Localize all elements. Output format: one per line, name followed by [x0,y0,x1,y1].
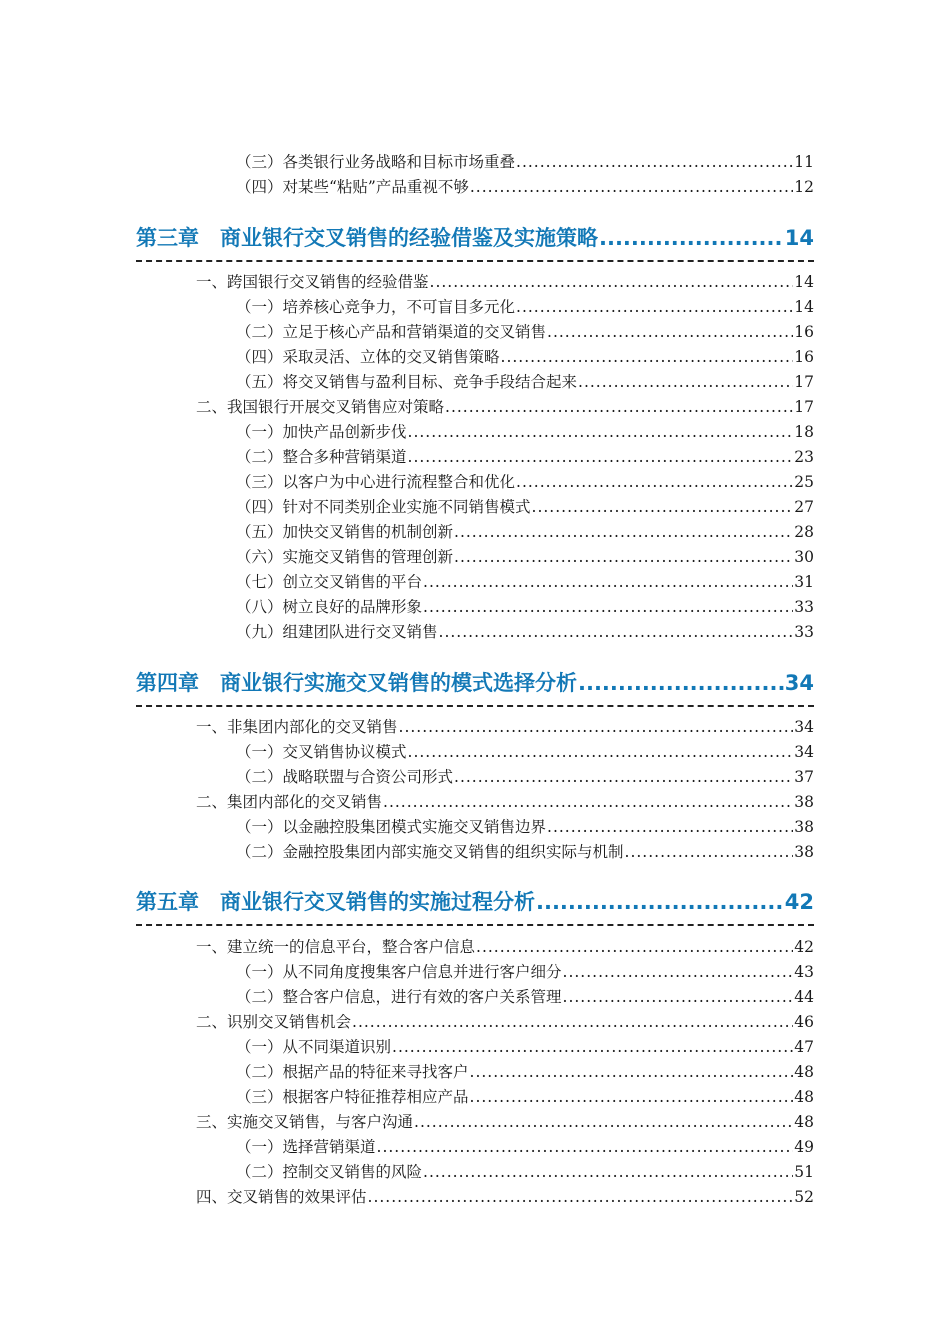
toc-entry[interactable]: （五）将交叉销售与盈利目标、竞争手段结合起来 ..... 17 [236,370,814,392]
toc-section[interactable]: 一、建立统一的信息平台，整合客户信息 ..... 42 [196,935,814,957]
toc-entry[interactable]: （三）根据客户特征推荐相应产品 ..... 48 [236,1085,814,1107]
toc-entry[interactable]: （二）控制交叉销售的风险 ..... 51 [236,1160,814,1182]
leader-dots [423,598,793,616]
toc-entry[interactable]: （二）战略联盟与合资公司形式 ..... 37 [236,765,814,787]
chapter-divider [136,705,814,707]
leader-dots [430,273,794,291]
toc-entry[interactable]: （二）根据产品的特征来寻找客户 ..... 48 [236,1060,814,1082]
leader-dots [501,348,794,366]
leader-dots [547,323,793,341]
toc-entry[interactable]: （四）针对不同类别企业实施不同销售模式 ..... 27 [236,495,814,517]
chapter-heading[interactable]: 第四章 商业银行实施交叉销售的模式选择分析 ..... 34 [136,667,814,697]
toc-section[interactable]: 四、交叉销售的效果评估 ..... 52 [196,1185,814,1207]
leader-dots [408,743,794,761]
leader-dots [516,153,793,171]
chapter-heading[interactable]: 第三章 商业银行交叉销售的经验借鉴及实施策略 ..... 14 [136,222,814,252]
leader-dots [599,226,784,250]
toc-section[interactable]: 一、跨国银行交叉销售的经验借鉴 ..... 14 [196,270,814,292]
leader-dots [454,768,793,786]
toc-entry[interactable]: （二）整合多种营销渠道 ..... 23 [236,445,814,467]
leader-dots [516,473,793,491]
leader-dots [414,1113,793,1131]
toc-entry[interactable]: （一）从不同角度搜集客户信息并进行客户细分 ..... 43 [236,960,814,982]
toc-entry[interactable]: （一）加快产品创新步伐 ..... 18 [236,420,814,442]
leader-dots [470,1063,794,1081]
chapter-heading[interactable]: 第五章 商业银行交叉销售的实施过程分析 ..... 42 [136,886,814,916]
toc-entry[interactable]: （三）以客户为中心进行流程整合和优化 ..... 25 [236,470,814,492]
leader-dots [470,1088,794,1106]
toc-entry[interactable]: （五）加快交叉销售的机制创新 ..... 28 [236,520,814,542]
leader-dots [454,523,793,541]
toc-entry[interactable]: （一）培养核心竞争力，不可盲目多元化 ..... 14 [236,295,814,317]
toc-entry[interactable]: （九）组建团队进行交叉销售 ..... 33 [236,620,814,642]
leader-dots [445,398,793,416]
toc-entry[interactable]: （一）交叉销售协议模式 ..... 34 [236,740,814,762]
leader-dots [377,1138,794,1156]
toc-entry[interactable]: （二）整合客户信息，进行有效的客户关系管理 ..... 44 [236,985,814,1007]
leader-dots [536,890,784,914]
leader-dots [454,548,793,566]
leader-dots [516,298,793,316]
toc-entry[interactable]: （一）以金融控股集团模式实施交叉销售边界 ..... 38 [236,815,814,837]
leader-dots [392,1038,793,1056]
leader-dots [578,671,784,695]
toc-entry[interactable]: （二）金融控股集团内部实施交叉销售的组织实际与机制 ..... 38 [236,840,814,862]
leader-dots [383,793,793,811]
leader-dots [578,373,793,391]
toc-section[interactable]: 三、实施交叉销售，与客户沟通 ..... 48 [196,1110,814,1132]
toc-entry[interactable]: （一）选择营销渠道 ..... 49 [236,1135,814,1157]
leader-dots [423,573,793,591]
leader-dots [399,718,794,736]
leader-dots [470,178,793,196]
toc-entry[interactable]: （二）立足于核心产品和营销渠道的交叉销售 ..... 16 [236,320,814,342]
toc-entry[interactable]: （四）采取灵活、立体的交叉销售策略 ..... 16 [236,345,814,367]
leader-dots [563,963,794,981]
leader-dots [423,1163,793,1181]
toc-entry[interactable]: （一）从不同渠道识别 ..... 47 [236,1035,814,1057]
leader-dots [476,938,793,956]
chapter-divider [136,924,814,926]
toc-section[interactable]: 二、我国银行开展交叉销售应对策略 ..... 17 [196,395,814,417]
leader-dots [563,988,794,1006]
toc-section[interactable]: 二、集团内部化的交叉销售 ..... 38 [196,790,814,812]
leader-dots [532,498,794,516]
leader-dots [408,423,794,441]
toc-entry[interactable]: （三）各类银行业务战略和目标市场重叠 ..... 11 [236,150,814,172]
toc-entry[interactable]: （四）对某些“粘贴”产品重视不够 ..... 12 [236,175,814,197]
leader-dots [368,1188,794,1206]
leader-dots [625,843,794,861]
chapter-divider [136,260,814,262]
toc-entry[interactable]: （八）树立良好的品牌形象 ..... 33 [236,595,814,617]
toc-entry[interactable]: （六）实施交叉销售的管理创新 ..... 30 [236,545,814,567]
toc-entry[interactable]: （七）创立交叉销售的平台 ..... 31 [236,570,814,592]
leader-dots [547,818,793,836]
leader-dots [439,623,794,641]
leader-dots [408,448,794,466]
toc-section[interactable]: 一、非集团内部化的交叉销售 ..... 34 [196,715,814,737]
toc-section[interactable]: 二、识别交叉销售机会 ..... 46 [196,1010,814,1032]
leader-dots [352,1013,793,1031]
